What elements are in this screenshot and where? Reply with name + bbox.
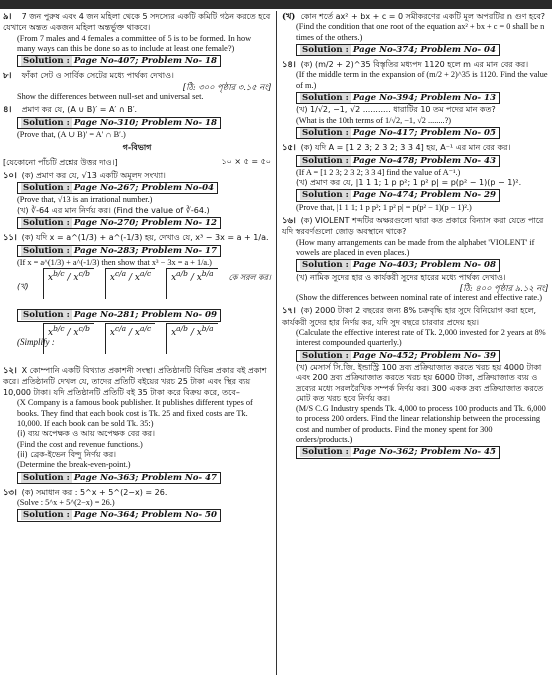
question-text-en: Show the differences between null-set and universal set. — [17, 92, 204, 102]
solution-reference: Solution : Page No-417; Problem No- 05 — [296, 127, 500, 139]
question-9 — [3, 11, 271, 68]
solution-reference: Solution : Page No-403; Problem No- 08 — [296, 259, 500, 271]
solution-reference: Solution : Page No-270; Problem No- 12 — [17, 217, 221, 229]
reference-note: [ঠি: ৪০০ পৃষ্ঠার ৯.১২ নং] — [459, 282, 548, 293]
question-text-bn: (ক) VIOLENT শব্দটির অক্ষরগুলো দ্বারা কত প্রকারে বিন্যাস করা যেতে পারে যদি স্বরবর্ণগুলো জোড় অবস্থানে থাকে? — [282, 216, 544, 237]
question-13 — [3, 487, 271, 523]
question-text-bn: (খ) মেসার্স সি.জি. ইন্ডাস্ট্রি 100 দ্রব্য প্রক্রিয়াজাত করতে খরচ হয় 4000 টাকা এবং 200 দ্রব্য প্রক্রিয়াজাত করতে খরচ হয় 6000 টাকা, প্রক্রিয়াজাত ব্যয় ও দ্রব্যের মধ্যে সরলরৈখিক সম্পর্ক নির্ণয় কর। 300 একক দ্রব্য প্রক্রিয়াজাত করতে মোট কত খরচ হবে নির্ণয় কর। — [296, 362, 544, 403]
question-number: ৪। — [3, 104, 12, 115]
question-8b — [3, 104, 271, 140]
radical-formula-en: (Simplify : $x^{b/c} / x^{c/b}$ $x^{c/a} / x^{a/c}$ $x^{a/b} / x^{b/a}$ — [43, 323, 271, 363]
question-text-en: (From 7 males and 4 females a committee of 5 is to be formed. In how many ways can this be done so as to include at least one female?) — [17, 33, 252, 53]
question-text-en: (If x = a^(1/3) + a^(-1/3) then show that x³ − 3x = a + 1/a.) — [17, 257, 212, 267]
question-text-en: (How many arrangements can be made from the alphabet 'VIOLENT' if vowels are placed in even places.) — [296, 237, 535, 257]
question-number: ১৩। — [3, 486, 17, 497]
solution-reference: Solution : Page No-364; Problem No- 50 — [17, 509, 221, 521]
question-number: ১৬। — [282, 215, 296, 226]
question-text-bn: ফাঁকা সেট ও সার্বিক সেটের মধ্যে পার্থক্য দেখাও। — [21, 71, 174, 81]
question-11 — [3, 232, 271, 362]
question-text-en: (X Company is a famous book publisher. It publishes different types of books. They find that each book cost is Tk. 25 and fixed costs are Tk. 10,000. If each book can be sold Tk. 35:) — [17, 398, 253, 429]
question-10 — [3, 170, 271, 230]
question-text-en: (M/S C.G Industry spends Tk. 4,000 to process 100 products and Tk. 6,000 to process 200 orders. Find the linear relationship between the processing cost and number of products. Find the money spent for 300 orders/products.) — [296, 404, 546, 444]
right-column — [282, 11, 548, 462]
solution-reference: Solution : Page No-474; Problem No- 29 — [296, 189, 500, 201]
section-note: [যেকোনো পাঁচটি প্রশ্নের উত্তর দাও।] — [3, 157, 118, 167]
question-text-en: (Prove that, (A ∪ B)′ = A′ ∩ B′.) — [17, 129, 126, 139]
question-number: ১১। — [3, 232, 17, 243]
question-text-bn: (ক) সমাধান কর : 5^x + 5^(2−x) = 26. — [21, 487, 168, 497]
solution-reference: Solution : Page No-407; Problem No- 18 — [17, 55, 221, 67]
question-text-bn: প্রমাণ কর যে, (A ∪ B)′ = A′ ∩ B′. — [21, 105, 138, 115]
solution-reference: Solution : Page No-267; Problem No-04 — [17, 182, 218, 194]
solution-reference: Solution : Page No-283; Problem No- 17 — [17, 245, 221, 257]
reference-note: [ঠি: ৩০০ পৃষ্ঠার ৩.১৫ নং] — [182, 81, 271, 92]
question-text-bn: (খ) প্রমাণ কর যে, |1 1 1; 1 p p²; 1 p² p| = p(p² − 1)(p − 1)². — [296, 178, 522, 188]
sub-question: (ii) ব্রেক-ইভেন বিন্দু নির্ণয় কর। — [17, 449, 117, 459]
question-text-bn: (ক) যদি A = [1 2 3; 2 3 2; 3 3 4] হয়, A⁻¹ এর মান বের কর। — [300, 143, 511, 153]
column-divider — [276, 11, 277, 675]
question-13b — [282, 11, 548, 57]
solution-reference: Solution : Page No-478; Problem No- 43 — [296, 155, 500, 167]
question-number: ১৭। — [282, 305, 296, 316]
question-text-en: (Show the differences between nominal rate of interest and effective rate.) — [296, 293, 542, 303]
solution-reference: Solution : Page No-281; Problem No- 09 — [17, 309, 221, 321]
sub-question-en: (Determine the break-even-point.) — [17, 460, 131, 470]
question-number: ১৫। — [282, 142, 296, 153]
question-text-bn: কোন শর্তে ax² + bx + c = 0 সমীকরণের একটি মূল অপরটির n গুণ হবে? — [300, 12, 546, 21]
question-number: ১০। — [3, 169, 17, 180]
sub-question: (i) ব্যয় অপেক্ষক ও আয় অপেক্ষক বের কর। — [17, 429, 155, 439]
question-number: ৮। — [3, 70, 12, 81]
question-text-en: (If A = [1 2 3; 2 3 2; 3 3 4] find the value of A⁻¹.) — [296, 167, 461, 177]
question-number: ১২। — [3, 364, 17, 375]
question-text-en: (If the middle term in the expansion of (m/2 + 2)^35 is 1120. Find the value of m.) — [296, 70, 548, 90]
question-text-bn: (খ) ∛-64 এর মান নির্ণয় কর। (Find the value of ∛-64.) — [17, 205, 210, 215]
top-band — [0, 0, 552, 9]
question-16 — [282, 215, 548, 303]
question-text-bn: (ক) (m/2 + 2)^35 বিস্তৃতির মধ্যপদ 1120 হলে m এর মান বের কর। — [300, 60, 529, 70]
solution-reference: Solution : Page No-374; Problem No- 04 — [296, 44, 500, 56]
question-8 — [3, 70, 271, 102]
question-number: (খ) — [282, 11, 296, 21]
question-text-bn: (ক) প্রমাণ কর যে, √13 একটি অমূলদ সংখ্যা। — [21, 170, 166, 180]
question-text-bn: 7 জন পুরুষ এবং 4 জন মহিলা থেকে 5 সদস্যের একটি কমিটি গঠন করতে হবে যেখানে অন্তত একজন মহিলা অন্তর্ভুক্ত থাকবে। — [3, 12, 271, 33]
question-text-en: (Solve : 5^x + 5^(2−x) = 26.) — [17, 498, 115, 508]
question-text-en: (What is the 10th terms of 1/√2, −1, √2 ........?) — [296, 115, 452, 125]
question-text-en: (Prove that, |1 1 1; 1 p p²; 1 p² p| = p(p² − 1)(p − 1)².) — [296, 202, 472, 212]
section-instruction — [3, 157, 271, 168]
question-text-bn: (ক) যদি x = a^(1/3) + a^(-1/3) হয়, দেখাও যে, x³ − 3x = a + 1/a. — [21, 233, 269, 243]
solution-reference: Solution : Page No-363; Problem No- 47 — [17, 472, 221, 484]
question-text-bn: (খ) 1/√2, −1, √2 ........... ধারাটির 10 তম পদের মান কত? — [296, 105, 496, 115]
solution-reference: Solution : Page No-394; Problem No- 13 — [296, 92, 500, 104]
question-17 — [282, 305, 548, 459]
left-column — [3, 11, 271, 525]
question-15 — [282, 142, 548, 213]
solution-reference: Solution : Page No-310; Problem No- 18 — [17, 117, 221, 129]
question-text-bn: (খ) নামিক সুদের হার ও কার্যকরী সুদের হারের মধ্যে পার্থক্য দেখাও। — [296, 272, 506, 282]
question-text-en: (Find the condition that one root of the equation ax² + bx + c = 0 shall be n times of the others.) — [296, 22, 545, 42]
solution-reference: Solution : Page No-452; Problem No- 39 — [296, 350, 500, 362]
question-text-en: (Calculate the effective interest rate of Tk. 2,000 invested for 2 years at 8% interest compounded quarterly.) — [296, 328, 546, 348]
section-heading: গ-বিভাগ — [122, 143, 152, 153]
section-marks: ১০ × ৫ = ৫০ — [221, 156, 271, 166]
question-14 — [282, 59, 548, 140]
sub-question-en: (Find the cost and revenue functions.) — [17, 439, 143, 449]
radical-formula: (খ) $x^{b/c} / x^{c/b}$ $x^{c/a} / x^{a/c}$ $x^{a/b} / x^{b/a}$ কে সরল কর। — [43, 268, 271, 308]
solution-reference: Solution : Page No-362; Problem No- 45 — [296, 446, 500, 458]
question-number: ৯। — [3, 11, 12, 21]
question-text-bn: X কোম্পানি একটি বিখ্যাত প্রকাশনী সংস্থা। প্রতিষ্ঠানটি বিভিন্ন প্রকার বই প্রকাশ করে। প্রতিষ্ঠানটি দেখল যে, তাদের প্রতিটি বইয়ের খরচ 25 টাকা এবং স্থির ব্যয় 10,000 টাকা। যদি প্রতিষ্ঠানটি প্রতিটি বই 35 টাকা করে বিক্রয় করে, তবে– — [3, 365, 267, 398]
question-number: ১৪। — [282, 59, 296, 70]
question-text-en: (Prove that, √13 is an irrational number.) — [17, 195, 153, 205]
question-text-bn: (ক) 2000 টাকা 2 বছরের জন্য 8% চক্রবৃদ্ধি হার সুদে বিনিয়োগ করা হলে, কার্যকরী সুদের হার নির্ণয় কর, যদি সুদ বছরে চারবার প্রদেয় হয়। — [282, 306, 537, 327]
question-12 — [3, 365, 271, 485]
